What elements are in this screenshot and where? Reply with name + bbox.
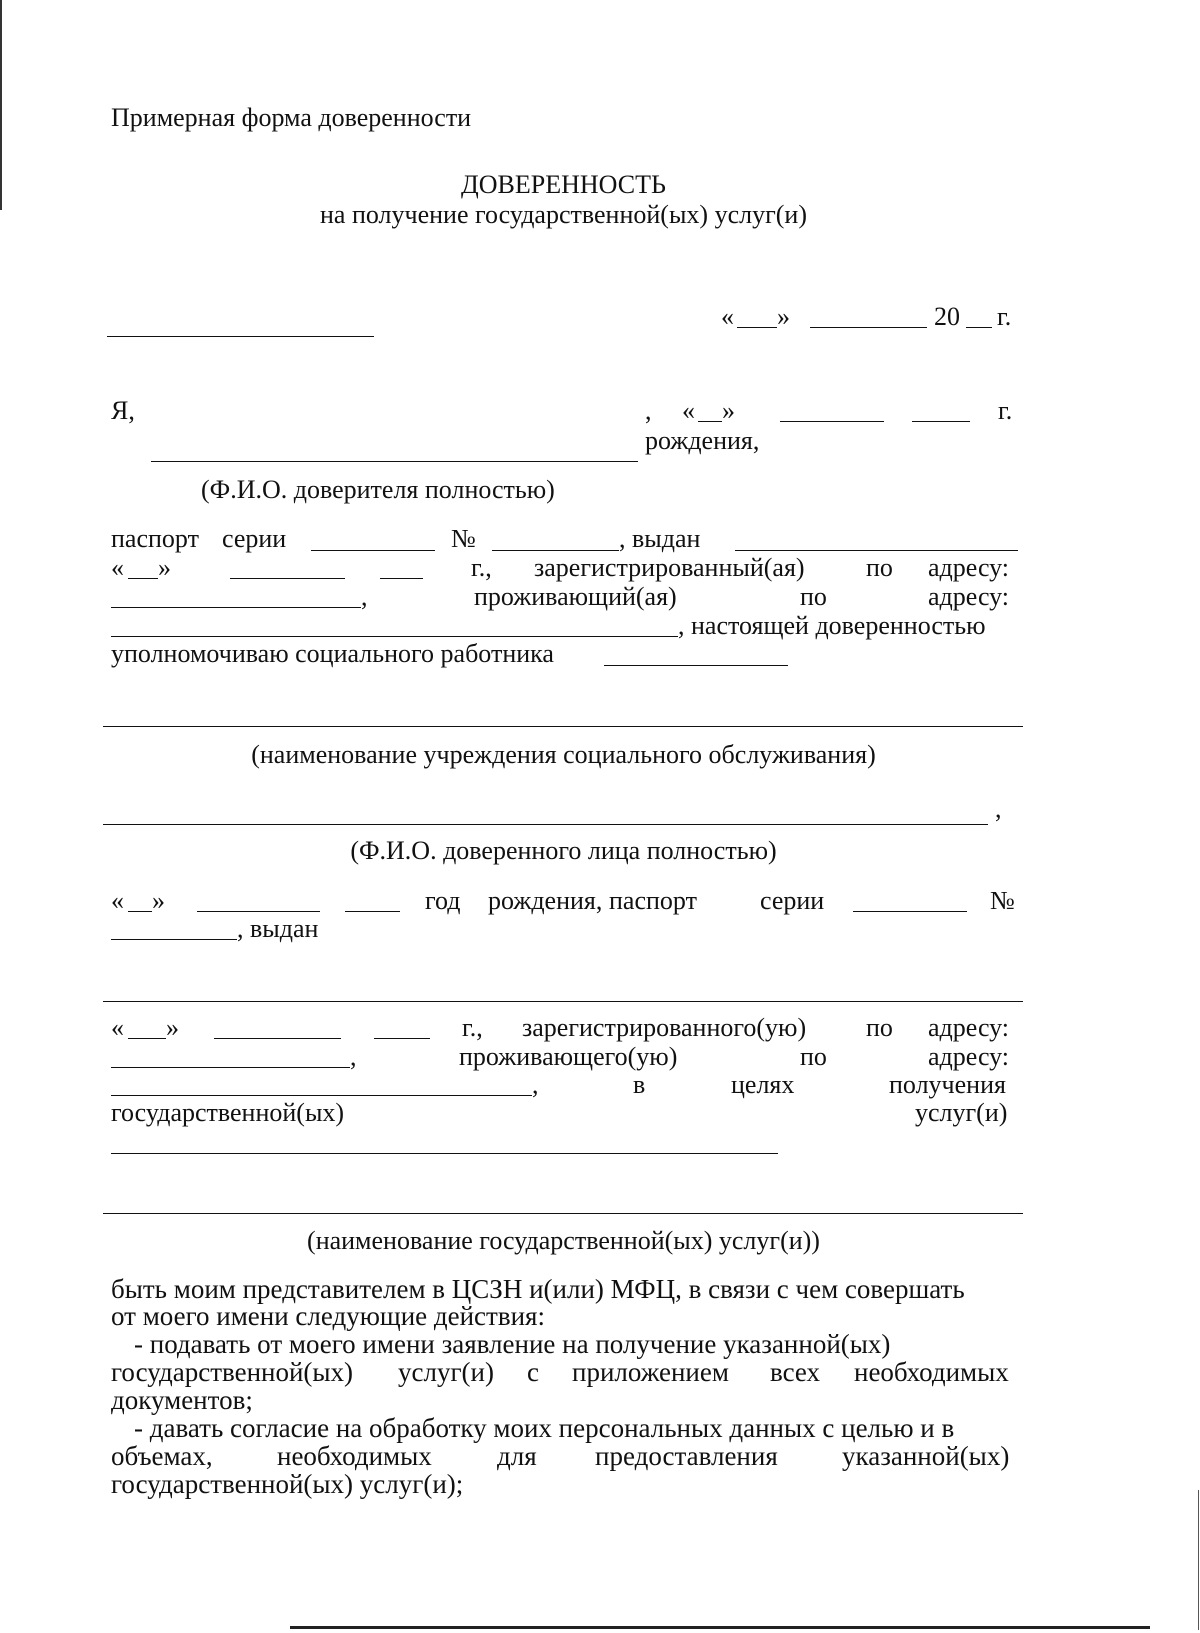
word: указанной(ых) [842,1441,1010,1471]
text-address: адресу: [928,553,1010,582]
bullet-2-line-3: государственной(ых) услуг(и); [111,1469,464,1499]
living-address-line [111,636,678,637]
agent-series-line [853,911,967,912]
text-po: по [800,1042,827,1071]
birth-quote-close: » [722,396,735,425]
form-label: Примерная форма доверенности [111,103,472,132]
scan-edge-bottom [290,1626,1150,1629]
date-month-line [810,327,927,328]
quote-open: « [111,1013,124,1042]
comma: , [361,582,368,611]
passport-number-line [492,550,619,551]
agent-comma: , [995,794,1002,823]
text-number: № [990,886,1015,915]
document-subtitle: на получение государственной(ых) услуг(и) [320,200,807,229]
agent-issue-day-line [128,1038,166,1039]
text-address: адресу: [928,1013,1010,1042]
date-quote-open: « [721,302,734,331]
text-address: адресу: [928,582,1010,611]
word: государственной(ых) [111,1357,354,1387]
text-number: № [451,524,476,553]
word: объемах, [111,1441,213,1471]
comma: , [532,1070,539,1099]
text-po: по [866,553,893,582]
born-label: рождения, [645,426,760,455]
agent-issue-month-line [214,1038,341,1039]
quote-open: « [111,886,124,915]
birth-month-line [780,421,884,422]
issue-day-line [128,578,158,579]
agent-birth-month-line [197,911,320,912]
services-line-1 [111,1153,778,1154]
birth-year-line [912,421,970,422]
institution-caption: (наименование учреждения социального обслуживания) [251,740,876,769]
text-serii: серии [760,886,825,915]
text-issued: , выдан [619,524,701,553]
issue-year-line [380,578,423,579]
text-po: по [866,1013,893,1042]
text-authorize: уполномочиваю социального работника [111,639,554,668]
text-power: , настоящей доверенностью [678,611,986,640]
text-pasport: паспорт [609,886,697,915]
date-year-line [966,327,992,328]
word: с [527,1357,539,1387]
quote-close: » [158,553,171,582]
ya-label: Я, [111,396,135,425]
text-registered: зарегистрированного(ую) [522,1013,807,1042]
registration-line [111,607,361,608]
agent-caption: (Ф.И.О. доверенного лица полностью) [350,836,777,865]
date-year-prefix: 20 [934,302,960,331]
text-celyah: целях [731,1070,795,1099]
agent-name-line [103,824,988,825]
word: всех [770,1357,821,1387]
document-title: ДОВЕРЕННОСТЬ [461,170,666,199]
agent-registration-line [111,1067,350,1068]
issue-month-line [230,578,345,579]
institution-line [103,726,1023,727]
agent-birth-year-line [345,911,400,912]
body-line-1: быть моим представителем в ЦСЗН и(или) МФЦ, в связи с чем совершать [111,1274,965,1304]
scan-edge-right [1198,1490,1199,1630]
text-issued: , выдан [237,914,319,943]
quote-open: « [111,553,124,582]
principal-name-line [151,461,638,462]
word: для [497,1441,537,1471]
agent-living-line [111,1095,532,1096]
text-series: серии [222,524,287,553]
text-living: проживающего(ую) [459,1042,678,1071]
text-g: г., [471,553,492,582]
word: необходимых [854,1357,1009,1387]
quote-close: » [166,1013,179,1042]
text-passport: паспорт [111,524,199,553]
place-line [107,336,374,337]
text-address: адресу: [928,1042,1010,1071]
birth-g: г. [998,396,1013,425]
services-caption: (наименование государственной(ых) услуг(и)) [307,1226,820,1255]
comma: , [350,1042,357,1071]
text-god: год [425,886,461,915]
bullet-2-line-1: - давать согласие на обработку моих персональных данных с целью и в [134,1413,955,1443]
services-line-2 [103,1213,1023,1214]
text-gos: государственной(ых) [111,1098,345,1127]
principal-caption: (Ф.И.О. доверителя полностью) [201,475,555,504]
bullet-1-line-3: документов; [111,1385,253,1415]
social-worker-line [604,665,788,666]
date-year-suffix: г. [997,302,1012,331]
word: необходимых [277,1441,432,1471]
text-polucheniya: получения [889,1070,1006,1099]
quote-close: » [152,886,165,915]
word: приложением [572,1357,729,1387]
agent-issue-year-line [374,1038,430,1039]
text-v: в [633,1070,646,1099]
agent-issued-line [103,1001,1023,1002]
birth-quote-open: « [682,396,695,425]
agent-birth-day-line [128,911,152,912]
passport-series-line [311,550,435,551]
text-uslug: услуг(и) [915,1098,1008,1127]
date-day-line [737,327,777,328]
text-rozhdeniya: рождения, [488,886,603,915]
text-po: по [800,582,827,611]
passport-issued-line [735,550,1018,551]
agent-number-line [111,939,237,940]
text-g: г., [462,1013,483,1042]
word: услуг(и) [398,1357,494,1387]
word: предоставления [595,1441,778,1471]
text-living: проживающий(ая) [474,582,677,611]
bullet-1-line-1: - подавать от моего имени заявление на получение указанной(ых) [134,1329,891,1359]
text-registered: зарегистрированный(ая) [534,553,805,582]
body-line-2: от моего имени следующие действия: [111,1301,545,1331]
birth-day-line [698,421,722,422]
comma: , [645,396,652,425]
date-quote-close: » [777,302,790,331]
